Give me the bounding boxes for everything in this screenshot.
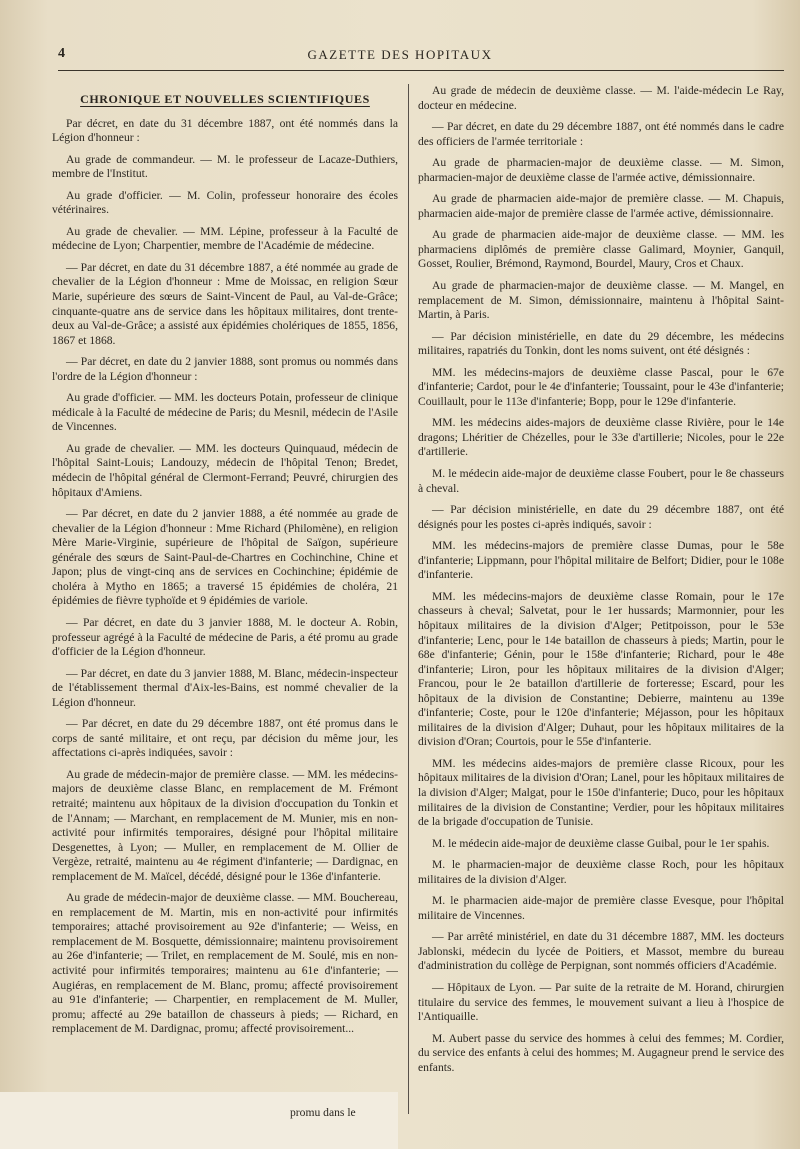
paragraph: Au grade de pharmacien-major de deuxième classe. — M. Mangel, en remplacement de M. Simon, démissionnaire, maintenu à l'hôpital Saint-Martin, à Paris. [418, 279, 784, 322]
paragraph: M. le pharmacien-major de deuxième classe Roch, pour les hôpitaux militaires de la division d'Alger. [418, 858, 784, 886]
paragraph: — Par décret, en date du 2 janvier 1888, a été nommée au grade de chevalier de la Légion d'honneur : Mme Richard (Philomène), en religion Mère Marie-Virginie, supérieure de l'hôpital de Saïgon, supérieure générale des sœurs de Saint-Paul-de-Chartres en Cochinchine, Chine et Japon; plus de vingt-cinq ans de services en Cochinchine; épidémie de choléra à Mytho en 1865; a traversé 15 épidémies de choléra, 21 épidémies de fièvre typhoïde et 9 épidémies de variole. [52, 507, 398, 608]
paragraph: Au grade de médecin de deuxième classe. — M. l'aide-médecin Le Ray, docteur en médecine. [418, 84, 784, 112]
paragraph: Au grade de pharmacien aide-major de deuxième classe. — MM. les pharmaciens diplômés de première classe Galimard, Moynier, Ganquil, Gosset, Roulier, Brémond, Raymond, Bourdel, Maury, Cros et Chaux. [418, 228, 784, 271]
left-column-tail: promu dans le [290, 1106, 356, 1119]
left-column [52, 84, 398, 1094]
paragraph: — Par décision ministérielle, en date du 29 décembre 1887, ont été désignés pour les postes ci-après indiqués, savoir : [418, 503, 784, 531]
paragraph: M. Aubert passe du service des hommes à celui des femmes; M. Cordier, du service des enfants à celui des hommes; M. Augagneur prend le service des enfants. [418, 1031, 784, 1074]
paragraph: — Par décret, en date du 3 janvier 1888, M. Blanc, médecin-inspecteur de l'établissement thermal d'Aix-les-Bains, est nommé chevalier de la Légion d'honneur. [52, 666, 398, 709]
paragraph: MM. les médecins-majors de deuxième classe Pascal, pour le 67e d'infanterie; Cardot, pour le 4e d'infanterie; Toussaint, pour le 43e d'infanterie; Couillault, pour le 113e d'infanterie; Bopp, pour le 129e d'infanterie. [418, 365, 784, 408]
paragraph: Au grade de chevalier. — MM. Lépine, professeur à la Faculté de médecine de Lyon; Charpentier, membre de l'Académie de médecine. [52, 224, 398, 253]
paragraph: Au grade de chevalier. — MM. les docteurs Quinquaud, médecin de l'hôpital Saint-Louis; Landouzy, médecin de l'hôpital Tenon; Bredet, médecin de l'hôpital général de Clermont-Ferrand; Peuvré, chirurgien des hôpitaux d'Amiens. [52, 441, 398, 499]
right-paragraphs [418, 84, 784, 1075]
paragraph: Au grade d'officier. — MM. les docteurs Potain, professeur de clinique médicale à la Faculté de médecine de Paris; du Mesnil, médecin de l'Asile de Vincennes. [52, 391, 398, 434]
page-number: 4 [58, 46, 65, 61]
paragraph: — Par décision ministérielle, en date du 29 décembre, les médecins militaires, rapatriés du Tonkin, dont les noms suivent, ont été désignés : [418, 329, 784, 358]
paragraph: Au grade de commandeur. — M. le professeur de Lacaze-Duthiers, membre de l'Institut. [52, 152, 398, 181]
paragraph: — Par décret, en date du 29 décembre 1887, ont été nommés dans le cadre des officiers de l'armée territoriale : [418, 120, 784, 148]
paragraph: Au grade de pharmacien-major de deuxième classe. — M. Simon, pharmacien-major de deuxième classe de l'armée active, démissionnaire. [418, 156, 784, 184]
paragraph: — Par décret, en date du 29 décembre 1887, ont été promus dans le corps de santé militaire, et ont reçu, par décision du même jour, les affectations ci-après indiquées, savoir : [52, 717, 398, 760]
running-title: GAZETTE DES HOPITAUX [307, 47, 493, 62]
page-header [0, 44, 800, 66]
paragraph: — Par décret, en date du 31 décembre 1887, a été nommée au grade de chevalier de la Légion d'honneur : Mme de Moissac, en religion Sœur Marie, supérieure des sœurs de Saint-Vincent de Paul, au Val-de-Grâce; cinquante-quatre ans de service dans les hôpitaux militaires, dont trente-deux au Val-de-Grâce; a assisté aux épidémies cholériques de 1855, 1856, 1867 et 1868. [52, 260, 398, 347]
paragraph: — Par arrêté ministériel, en date du 31 décembre 1887, MM. les docteurs Jablonski, médecin du lycée de Poitiers, et Massot, membre du bureau d'administration du collège de Perpignan, sont nommés officiers d'Académie. [418, 930, 784, 973]
paragraph: M. le pharmacien aide-major de première classe Evesque, pour l'hôpital militaire de Vincennes. [418, 894, 784, 922]
paragraph: Au grade de médecin-major de première classe. — MM. les médecins-majors de deuxième classe Blanc, en remplacement de M. Frémont retraité; maintenu aux hôpitaux de la division d'occupation du Tonkin et de l'Annam; — Marchant, en remplacement de M. Munier, mis en non-activité pour infirmités temporaires, désigné pour l'hôpital militaire Desgenettes, à Lyon; — Muller, en remplacement de M. Ollier de Vergèze, retraité, maintenu au 4e régiment d'infanterie; — Dardignac, en remplacement de M. Maïcel, décédé, désigné pour le 136e d'infanterie. [52, 767, 398, 883]
paragraph: M. le médecin aide-major de deuxième classe Guibal, pour le 1er spahis. [432, 836, 770, 850]
paragraph: M. le médecin aide-major de deuxième classe Foubert, pour le 8e chasseurs à cheval. [418, 467, 784, 495]
torn-paper-area [0, 1092, 398, 1149]
paragraph: MM. les médecins aides-majors de deuxième classe Rivière, pour le 14e dragons; Lhéritier de Chézelles, pour le 33e d'artillerie; Nicoles, pour le 22e d'artillerie. [418, 416, 784, 459]
paragraph: — Hôpitaux de Lyon. — Par suite de la retraite de M. Horand, chirurgien titulaire du service des femmes, le mouvement suivant a lieu à l'hospice de l'Antiquaille. [418, 980, 784, 1024]
paragraph: MM. les médecins aides-majors de première classe Ricoux, pour les hôpitaux militaires de la division d'Oran; Lanel, pour les hôpitaux militaires de la division d'Alger; Malgat, pour le 150e d'infanterie; Duco, pour les hôpitaux militaires de la division de Constantine; Verdier, pour les hôpitaux militaires de la brigade d'occupation de Tunisie. [418, 756, 784, 829]
paragraph: MM. les médecins-majors de première classe Dumas, pour le 58e d'infanterie; Lippmann, pour l'hôpital militaire de Belfort; Didier, pour le 108e d'infanterie. [418, 539, 784, 582]
paragraph: Au grade de pharmacien aide-major de première classe. — M. Chapuis, pharmacien aide-major de première classe de l'armée active, démissionnaire. [418, 192, 784, 220]
left-paragraphs [52, 117, 398, 1037]
section-title: CHRONIQUE ET NOUVELLES SCIENTIFIQUES [80, 92, 370, 106]
paragraph: — Par décret, en date du 2 janvier 1888, sont promus ou nommés dans l'ordre de la Légion d'honneur : [52, 355, 398, 383]
column-divider [408, 84, 409, 1114]
paragraph: Au grade d'officier. — M. Colin, professeur honoraire des écoles vétérinaires. [52, 188, 398, 217]
paragraph: — Par décret, en date du 3 janvier 1888, M. le docteur A. Robin, professeur agrégé à la Faculté de médecine de Paris, a été promu au grade d'officier de la Légion d'honneur. [52, 615, 398, 659]
paragraph: MM. les médecins-majors de deuxième classe Romain, pour le 17e chasseurs à cheval; Salvetat, pour le 1er hussards; Marmonnier, pour les hôpitaux militaires de la division d'Alger; Petitpoisson, pour le 53e d'infanterie; Lenc, pour le 14e bataillon de chasseurs à pieds; Martin, pour le 68e d'infanterie; Génin, pour le 158e d'infanterie; Richard, pour le 48e d'infanterie; Liron, pour les hôpitaux militaires de la division d'Alger; Francou, pour le 2e bataillon d'artillerie de forteresse; Escard, pour les hôpitaux de la division de Constantine; Debierre, maintenu au 139e d'infanterie; Coste, pour le 120e d'infanterie; Méjasson, pour les hôpitaux militaires de la division d'Alger; Duhaut, pour les hôpitaux militaires de la division d'Oran; Courtois, pour le 55e d'infanterie. [418, 589, 784, 749]
header-rule [58, 70, 784, 71]
paragraph: Au grade de médecin-major de deuxième classe. — MM. Bouchereau, en remplacement de M. Martin, mis en non-activité pour infirmités temporaires; attaché provisoirement au 92e d'infanterie; — Weiss, en remplacement de M. Bosquette, démissionnaire; maintenu provisoirement au 26e d'infanterie; — Trilet, en remplacement de M. Soulé, mis en non-activité pour infirmités temporaires; maintenu au 61e d'infanterie; — Augiéras, en remplacement de M. Blanc, promu; affecté provisoirement au 91e d'infanterie; — Charpentier, en remplacement de M. Muller, promu; affecté au 29e bataillon de chasseurs à pieds; — Richard, en remplacement de M. Dardignac, promu; affecté provisoirement... [52, 891, 398, 1036]
right-column [418, 84, 784, 1124]
paragraph: Par décret, en date du 31 décembre 1887, ont été nommés dans la Légion d'honneur : [52, 116, 398, 145]
